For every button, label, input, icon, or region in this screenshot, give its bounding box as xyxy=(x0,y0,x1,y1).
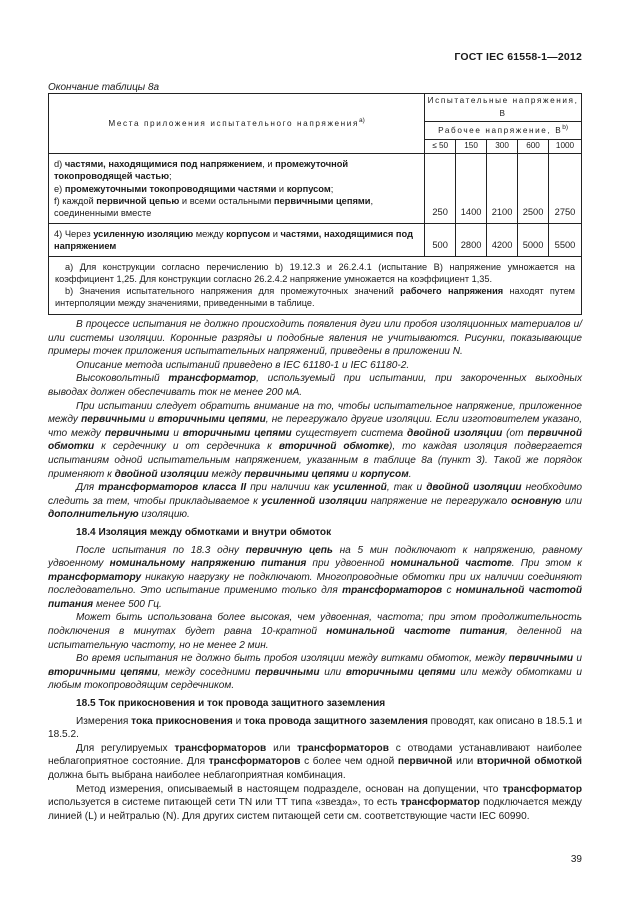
working-voltage-header-cell xyxy=(425,121,582,139)
table-cell: 5500 xyxy=(549,223,582,256)
row2-text: между xyxy=(193,228,227,239)
places-header-note-ref: a) xyxy=(359,116,365,124)
paragraph: Описание метода испытаний приведено в IEC 61180-1 и IEC 61180-2. xyxy=(76,359,410,371)
footnote-b-term: рабочего напряжения xyxy=(400,286,504,297)
paragraph: Метод измерения, описываемый в настоящем подразделе, основан на допущении, что трансформатор используется в системе питающей сети TN или TT типа «звезда», то есть трансформатор подключается между линией (L) и нейтралью (N). Для других систем питающей сети см. соответствующие части IEC 60990. xyxy=(48,783,582,822)
row1-d-term: частями, находящимися под напряжением xyxy=(64,158,263,169)
table-cell: 5000 xyxy=(518,223,549,256)
row1-f-text: , соединенными вместе xyxy=(54,196,374,219)
paragraph: Во время испытания не должно быть пробоя изоляции между витками обмоток, между первичными и вторичными цепями, между соседними первичными или вторичными цепями или между обмотками и любым токопроводящим сердечником. xyxy=(48,653,583,692)
paragraph: Для трансформаторов класса II при наличии как усиленной, так и двойной изоляции необходимо следить за тем, чтобы прикладываемое к усиленной изоляции напряжение не перегружало основную или дополнительную изоляцию. xyxy=(48,482,583,521)
row1-f-term: первичной цепью xyxy=(96,196,180,207)
table-cell: 2800 xyxy=(456,223,487,256)
places-header: Места приложения испытательного напряжения xyxy=(108,118,360,128)
paragraph: При испытании следует обратить внимание на то, чтобы испытательное напряжение, приложенное между первичными и вторичными цепями, не перегружало другие изоляции. Если изготовителем указано, что между первичными и вторичными цепями существует система двойной изоляции (от первичной обмотки к сердечнику и от сердечника к вторичной обмотке), то каждая изоляция подвергается испытаниям одной испытательным напряжением, указанным в таблице 8а (пункт 3). Такой же порядок применяют к двойной изоляции между первичными цепями и корпусом. xyxy=(48,400,582,480)
table-footnotes-row xyxy=(49,256,582,315)
paragraph: Для регулируемых трансформаторов или трансформаторов с отводами устанавливают наиболее неблагоприятное состояние. Для трансформаторов с более чем одной первичной или вторичной обмоткой должна быть выбрана наиболее неблагоприятная комбинация. xyxy=(48,742,583,781)
table-cell: 2500 xyxy=(518,153,549,223)
test-voltage-header-cell xyxy=(425,94,582,122)
voltage-column-header: ≤ 50 xyxy=(425,139,456,153)
row1-f-text: и всеми остальными xyxy=(179,196,274,207)
row1-e-text: и xyxy=(276,183,287,194)
working-voltage-note-ref: b) xyxy=(562,123,569,131)
row2-description xyxy=(49,223,425,256)
footnote-b xyxy=(55,285,575,309)
row1-e-term: корпусом xyxy=(286,183,331,194)
table-cell: 250 xyxy=(425,153,456,223)
voltage-column-header: 1000 xyxy=(549,139,582,153)
row2-term: усиленную изоляцию xyxy=(93,228,194,239)
places-header-cell xyxy=(49,94,425,154)
table-footnotes xyxy=(49,256,582,315)
section-heading-18-4: 18.4 Изоляция между обмотками и внутри обмоток xyxy=(76,526,332,538)
test-voltage-table xyxy=(48,93,582,315)
table-row xyxy=(49,153,582,223)
row1-f-term: первичными цепями xyxy=(273,196,371,207)
row2-term: частями, находящимися под напряжением xyxy=(54,228,413,252)
row1-e-text: e) xyxy=(54,183,65,194)
body-text xyxy=(48,318,582,823)
footnote-b-text: b) Значения испытательного напряжения для промежуточных значений xyxy=(65,286,401,297)
page-number: 39 xyxy=(570,854,582,865)
footnote-b-text: находят путем интерполяции между значениями, приведенными в таблице. xyxy=(55,286,575,309)
row1-d-term: промежуточной токопроводящей частью xyxy=(54,158,349,182)
test-voltage-header: Испытательные напряжения, В xyxy=(427,96,579,119)
table-caption: Окончание таблицы 8а xyxy=(48,82,160,93)
row2-term: корпусом xyxy=(226,228,271,239)
table-cell: 4200 xyxy=(487,223,518,256)
paragraph: В процессе испытания не должно происходить появления дуги или пробоя изоляционных материалов и/или системы изоляции. Коронные разряды и подобные явления не учитываются. Рисунки, показывающие примеры точек приложения испытательных напряжений, приведены в приложении N. xyxy=(48,319,582,358)
table-header-row xyxy=(49,94,582,122)
paragraph: Может быть использована более высокая, чем удвоенная, частота; при этом продолжительность подключения в минутах будет равна 10-кратной номинальной частоте питания, деленной на испытательную частоту, но не менее 2 мин. xyxy=(48,612,582,651)
row1-d-text: , и xyxy=(262,158,276,169)
paragraph: После испытания по 18.3 одну первичную цепь на 5 мин подключают к напряжению, равному удвоенному номинальному напряжению питания при удвоенной номинальной частоте. При этом к трансформатору никакую нагрузку не подключают. Многопроводные обмотки при их наличии соединяют последовательно. Это испытание применимо только для трансформаторов с номинальной частотой питания менее 500 Гц. xyxy=(48,544,583,610)
row1-e-term: промежуточными токопроводящими частями xyxy=(64,183,277,194)
voltage-column-header: 150 xyxy=(456,139,487,153)
row2-text: 4) Через xyxy=(54,228,94,239)
working-voltage-header: Рабочее напряжение, В xyxy=(438,125,563,135)
row2-text: и xyxy=(270,228,281,239)
paragraph: Измерения тока прикосновения и тока провода защитного заземления проводят, как описано в 18.5.1 и 18.5.2. xyxy=(48,715,583,741)
table-cell: 500 xyxy=(425,223,456,256)
row1-d-text: d) xyxy=(54,158,65,169)
voltage-column-header: 300 xyxy=(487,139,518,153)
row1-description xyxy=(49,153,425,223)
table-cell: 1400 xyxy=(456,153,487,223)
table-cell: 2100 xyxy=(487,153,518,223)
section-heading-18-5: 18.5 Ток прикосновения и ток провода защитного заземления xyxy=(76,698,386,710)
document-header: ГОСТ IEC 61558-1—2012 xyxy=(454,51,582,63)
row1-e-text: ; xyxy=(330,183,334,194)
table-row xyxy=(49,223,582,256)
voltage-column-header: 600 xyxy=(518,139,549,153)
table-cell: 2750 xyxy=(549,153,582,223)
row1-d-text: ; xyxy=(169,171,172,182)
row1-f-text: f) каждой xyxy=(54,196,97,207)
paragraph: Высоковольтный трансформатор, используемый при испытании, при закороченных выходных выводах должен обеспечивать ток не менее 200 мА. xyxy=(48,373,583,398)
footnote-a: a) Для конструкции согласно перечислению b) 19.12.3 и 26.2.4.1 (испытание В) напряжение умножается на коэффициент 1,25. Для конструкции согласно 26.2.4.2 напряжение умножается на коэффициент 1,35. xyxy=(55,261,575,284)
